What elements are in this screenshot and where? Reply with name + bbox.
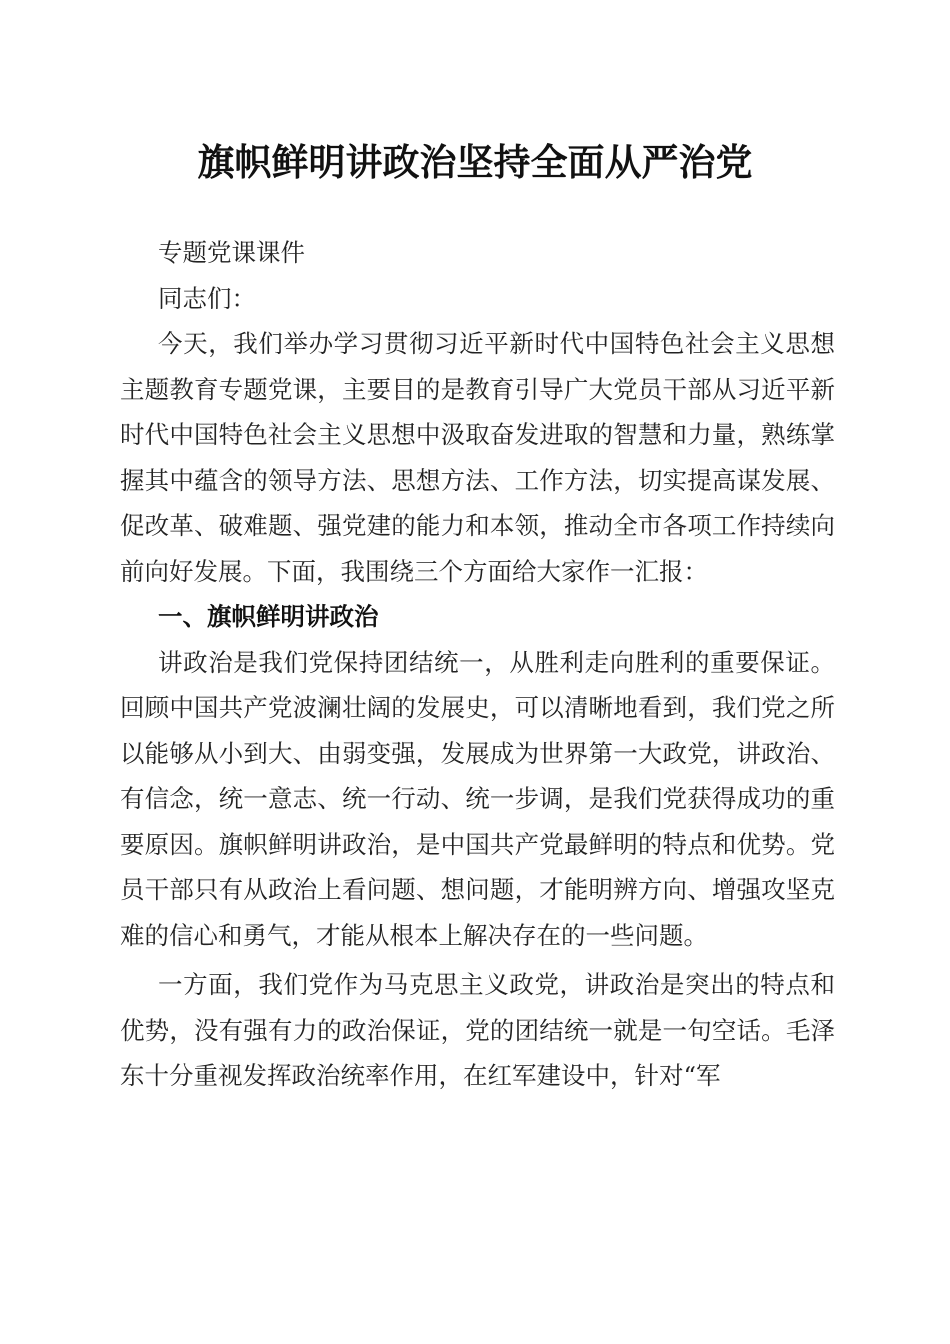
document-title: 旗帜鲜明讲政治坚持全面从严治党 [197, 140, 753, 184]
document-body [120, 230, 835, 1099]
section-paragraph-2: 一方面，我们党作为马克思主义政党，讲政治是突出的特点和优势，没有强有力的政治保证，党的团结统一就是一句空话。毛泽东十分重视发挥政治统率作用，在红军建设中，针对“军 [120, 970, 835, 1090]
intro-paragraph: 今天，我们举办学习贯彻习近平新时代中国特色社会主义思想主题教育专题党课，主要目的是教育引导广大党员干部从习近平新时代中国特色社会主义思想中汲取奋发进取的智慧和力量，熟练掌握其中蕴含的领导方法、思想方法、工作方法，切实提高谋发展、促改革、破难题、强党建的能力和本领，推动全市各项工作持续向前向好发展。下面，我围绕三个方面给大家作一汇报： [120, 329, 835, 586]
section-heading: 一、旗帜鲜明讲政治 [158, 602, 379, 631]
salutation: 同志们： [158, 283, 256, 313]
section-paragraph-1: 讲政治是我们党保持团结统一，从胜利走向胜利的重要保证。回顾中国共产党波澜壮阔的发展史，可以清晰地看到，我们党之所以能够从小到大、由弱变强，发展成为世界第一大政党，讲政治、有信念，统一意志、统一行动、统一步调，是我们党获得成功的重要原因。旗帜鲜明讲政治，是中国共产党最鲜明的特点和优势。党员干部只有从政治上看问题、想问题，才能明辨方向、增强攻坚克难的信心和勇气，才能从根本上解决存在的一些问题。 [120, 647, 835, 950]
subtitle: 专题党课课件 [158, 238, 305, 267]
